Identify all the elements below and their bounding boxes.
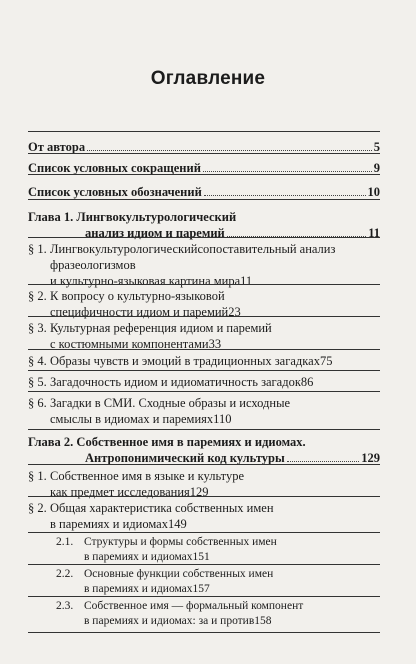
- toc-entry-page: 10: [367, 185, 380, 199]
- section-item-row: [50, 484, 380, 500]
- page-title: Оглавление: [150, 68, 266, 89]
- section-title-line: сопоставительный анализ фразеологизмов: [50, 242, 336, 272]
- chapter-1-row: [85, 225, 380, 241]
- section-number: § 1.: [28, 469, 47, 483]
- divider-rule: [28, 594, 380, 597]
- divider-rule: [28, 282, 380, 285]
- subsection-item-page: 151: [192, 551, 210, 563]
- section-item-page: 129: [189, 485, 209, 499]
- section-number: § 2.: [28, 289, 47, 303]
- section-item-row: [50, 374, 380, 390]
- toc-entry-label: Список условных обозначений: [28, 185, 202, 199]
- chapter-2-title-line1: Глава 2. Собственное имя в паремиях и идиомах.: [28, 435, 306, 449]
- divider-rule: [28, 530, 380, 533]
- subsection-item: [56, 567, 380, 597]
- subsection-number: 2.2.: [56, 568, 74, 580]
- section-item-label: как предмет исследования: [50, 485, 190, 499]
- subsection-title-line: Основные функции собственных имен: [84, 568, 274, 580]
- section-item-label: Образы чувств и эмоций в традиционных загадках: [50, 354, 320, 368]
- subsection-item-label: в паремиях и идиомах: [84, 583, 193, 595]
- section-item: [28, 353, 380, 369]
- divider-rule: [28, 172, 380, 175]
- subsection-item-page: 158: [254, 615, 272, 627]
- section-title-line: Загадки в СМИ. Сходные образы и исходные: [50, 396, 291, 410]
- section-item: [28, 500, 380, 532]
- subsection-item: [56, 599, 380, 629]
- divider-rule: [28, 562, 380, 565]
- table-of-contents: [28, 0, 380, 664]
- section-number: § 5.: [28, 375, 47, 389]
- section-item-row: [50, 411, 380, 427]
- divider-rule: [28, 151, 380, 154]
- chapter-1-label: анализ идиом и паремий: [85, 226, 225, 240]
- section-number: § 6.: [28, 396, 47, 410]
- subsection-item: [56, 535, 380, 565]
- section-item-label: Загадочность идиом и идиоматичность загадок: [50, 375, 301, 389]
- divider-rule: [28, 462, 380, 465]
- section-title-line: Лингвокультурологический: [50, 242, 198, 256]
- section-item-page: 86: [300, 375, 314, 389]
- divider-rule: [28, 314, 380, 317]
- chapter-1-title-line1: Глава 1. Лингвокультурологический: [28, 210, 237, 224]
- divider-rule: [28, 235, 380, 238]
- section-item-page: 75: [319, 354, 333, 368]
- section-item-page: 23: [228, 305, 241, 319]
- section-item-label: специфичности идиом и паремий: [50, 305, 229, 319]
- section-item-page: 110: [213, 412, 232, 426]
- divider-rule: [28, 129, 380, 132]
- chapter-1-row: [28, 225, 380, 241]
- toc-entry-page: 5: [373, 140, 380, 154]
- divider-rule: [28, 494, 380, 497]
- section-title-line: Собственное имя в языке и культуре: [50, 469, 245, 483]
- divider-rule: [28, 347, 380, 350]
- subsection-number: 2.1.: [56, 536, 74, 548]
- section-item-page: 11: [240, 274, 253, 288]
- subsection-title-line: Собственное имя — формальный компонент: [84, 600, 304, 612]
- divider-rule: [28, 389, 380, 392]
- section-item-label: в паремиях и идиомах: [50, 517, 168, 531]
- toc-entry-page: 9: [373, 161, 380, 175]
- section-title-line: Общая характеристика собственных имен: [50, 501, 274, 515]
- divider-rule: [28, 427, 380, 430]
- section-item: [28, 395, 380, 427]
- section-item-row: [50, 353, 380, 369]
- divider-rule: [28, 197, 380, 200]
- toc-entry-label: От автора: [28, 140, 86, 154]
- divider-rule: [28, 368, 380, 371]
- subsection-title-line: Структуры и формы собственных имен: [84, 536, 277, 548]
- divider-rule: [28, 630, 380, 633]
- subsection-item-page: 157: [192, 583, 210, 595]
- section-item-row: [50, 304, 380, 320]
- chapter-2-label: Антропонимический код культуры: [85, 451, 285, 465]
- subsection-item-label: в паремиях и идиомах: за и против: [84, 615, 255, 627]
- subsection-item-label: в паремиях и идиомах: [84, 551, 193, 563]
- section-title-line: Культурная референция идиом и паремий: [50, 321, 272, 335]
- section-item-page: 149: [167, 517, 187, 531]
- section-title-line: К вопросу о культурно-языковой: [50, 289, 225, 303]
- section-item-label: смыслы в идиомах и паремиях: [50, 412, 214, 426]
- chapter-1-page: 11: [368, 226, 380, 240]
- toc-entry-leader: [204, 195, 366, 196]
- section-item-row: [50, 273, 380, 289]
- chapter-2-page: 129: [361, 451, 380, 465]
- section-number: § 3.: [28, 321, 47, 335]
- section-number: § 1.: [28, 242, 47, 256]
- section-number: § 4.: [28, 354, 47, 368]
- toc-entry-label: Список условных сокращений: [28, 161, 201, 175]
- section-item-page: 33: [208, 337, 222, 351]
- subsection-number: 2.3.: [56, 600, 74, 612]
- section-item: [28, 374, 380, 390]
- subsection-item-row: [84, 614, 380, 629]
- section-item-label: с костюмными компонентами: [50, 337, 209, 351]
- section-item-label: и культурно-языковая картина мира: [50, 274, 241, 288]
- section-number: § 2.: [28, 501, 47, 515]
